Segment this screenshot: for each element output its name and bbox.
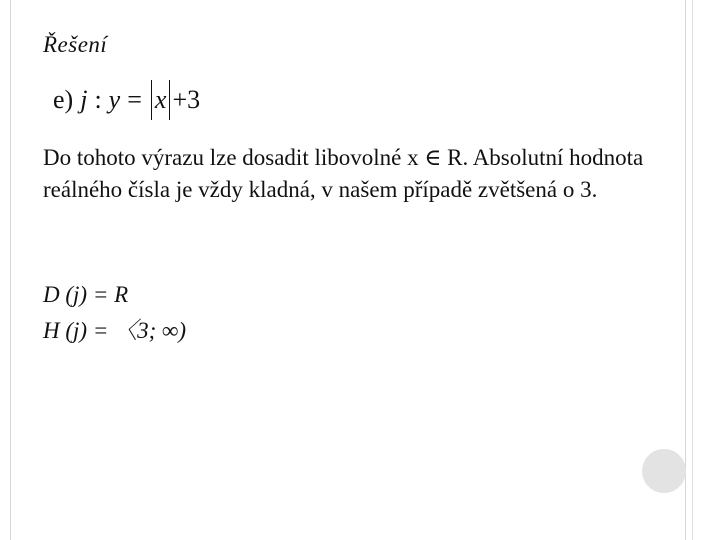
formula-constant: 3 [187,85,201,114]
slide-title: Řešení [43,32,108,57]
formula-abs-variable: x [154,85,167,114]
decorative-circle [642,449,686,493]
slide-frame-edge [692,0,693,540]
domain-line: D (j) = R [43,282,129,307]
formula-lhs: y [108,85,121,114]
formula-equals: = [127,85,142,114]
absolute-value-bars [151,80,171,120]
function-formula [53,80,200,120]
formula-label: e) [53,85,74,114]
range-line: H (j) = 〈3; ∞) [43,318,187,343]
formula-plus: + [172,85,188,114]
formula-colon: : [94,85,102,114]
explanation-paragraph: Do tohoto výrazu lze dosadit libovolné x ∈ R. Absolutní hodnota reálného čísla je vždy kladná, v našem případě zvětšená o 3. [43,145,644,202]
formula-function-name: j [80,85,88,114]
